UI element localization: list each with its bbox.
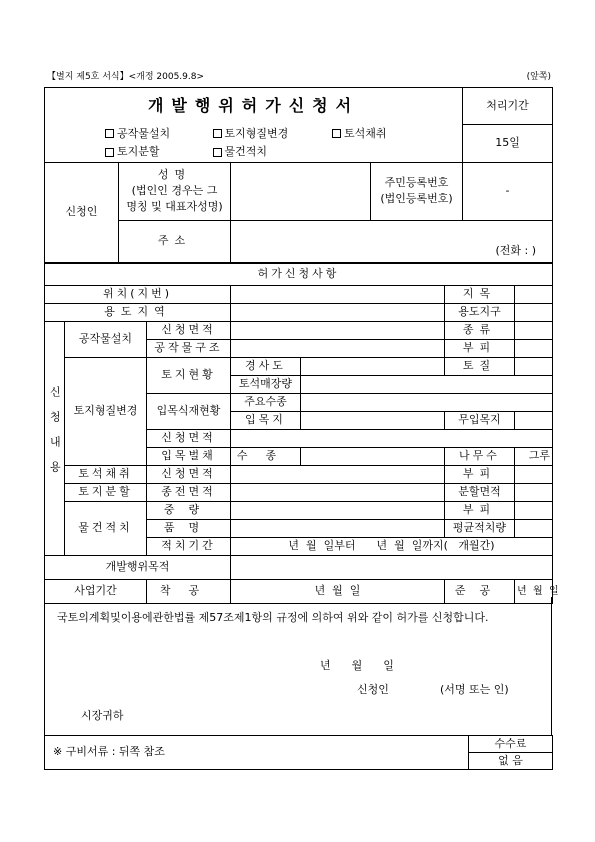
address-label: 주소 (119, 220, 231, 262)
no-tree-land-input[interactable] (515, 412, 553, 430)
applicant-label: 신청인 (45, 162, 119, 262)
volume-input[interactable] (515, 340, 553, 358)
land-change-label: 토지형질변경 (65, 358, 147, 466)
land-category-input[interactable] (515, 286, 553, 304)
name-label: 성명 (157, 168, 192, 182)
location-input[interactable] (231, 286, 445, 304)
tree-status-label: 입목식재현황 (147, 394, 231, 430)
prev-area-input[interactable] (231, 484, 445, 502)
period-label: 적치기간 (147, 538, 231, 556)
use-district-input[interactable] (515, 304, 553, 322)
permit-table (44, 263, 559, 604)
land-split-label: 토지분할 (65, 484, 147, 502)
addressee: 시장귀하 (81, 709, 124, 722)
split-area-input[interactable] (515, 484, 553, 502)
structure-type-label: 공작물구조 (147, 340, 231, 358)
id-input[interactable]: - (463, 162, 553, 220)
structure-type-input[interactable] (231, 340, 445, 358)
checkbox-box[interactable] (105, 129, 114, 138)
side-label: (앞쪽) (526, 72, 551, 82)
stone-extract-label: 토석채취 (65, 466, 147, 484)
complete-label: 준공 (445, 580, 515, 604)
area2-label: 신청면적 (147, 430, 231, 448)
soil-input[interactable] (515, 358, 553, 376)
prev-area-label: 종전면적 (147, 484, 231, 502)
start-label: 착공 (147, 580, 231, 604)
phone-text: (전화 : ) (495, 244, 537, 258)
sign-seal-label: (서명 또는 인) (440, 683, 509, 696)
complete-date-input[interactable]: 년 월 일 (515, 580, 553, 604)
checkbox-box[interactable] (213, 148, 222, 157)
fee-label: 수수료 (469, 736, 553, 753)
use-district-label: 용도지구 (445, 304, 515, 322)
soil-label: 토질 (445, 358, 515, 376)
checkbox-split[interactable]: 토지분할 (105, 143, 205, 162)
area2-input[interactable] (231, 430, 553, 448)
checkbox-box[interactable] (213, 129, 222, 138)
weight-label: 중량 (147, 502, 231, 520)
checkbox-structure[interactable]: 공작물설치 (105, 125, 205, 144)
species-label: 수종 (231, 448, 301, 466)
fee-value: 없 음 (469, 753, 553, 770)
volume3-input[interactable] (515, 502, 553, 520)
checkbox-group (45, 125, 463, 163)
name-note-1: (법인인 경우는 그 (131, 184, 218, 198)
statement-block (44, 597, 552, 736)
structure-install-label: 공작물설치 (65, 322, 147, 358)
logging-label: 입목벌채 (147, 448, 231, 466)
request-content-text: 신청내용 (48, 385, 62, 486)
processing-value: 15일 (463, 125, 553, 163)
slope-input[interactable] (301, 358, 445, 376)
name-input[interactable] (231, 162, 371, 220)
form-title: 개발행위허가신청서 (45, 88, 463, 125)
processing-label: 처리기간 (463, 88, 553, 125)
purpose-label: 개발행위목적 (45, 556, 231, 580)
id-label-2: (법인등록번호) (380, 192, 453, 206)
id-label-cell (371, 162, 463, 220)
tree-land-label: 입목지 (231, 412, 301, 430)
main-trees-label: 주요수종 (231, 394, 301, 412)
volume2-input[interactable] (515, 466, 553, 484)
volume-label: 부피 (445, 340, 515, 358)
volume2-label: 부피 (445, 466, 515, 484)
use-area-label: 용도지역 (45, 304, 231, 322)
unit-count: 그루 (515, 448, 553, 466)
stone-amount-label: 토석매장량 (231, 376, 301, 394)
kind-input[interactable] (515, 322, 553, 340)
volume3-label: 부피 (445, 502, 515, 520)
location-label: 위치(지번) (45, 286, 231, 304)
purpose-input[interactable] (231, 556, 553, 580)
tree-land-input[interactable] (301, 412, 445, 430)
period-input[interactable]: 년 월 일부터 년 월 일까지( 개월간) (231, 538, 553, 556)
id-label-1: 주민등록번호 (384, 175, 449, 189)
name-label-cell (119, 162, 231, 220)
species-input[interactable] (301, 448, 445, 466)
weight-input[interactable] (231, 502, 445, 520)
kind-label: 종류 (445, 322, 515, 340)
sign-date: 년 월 일 (320, 659, 394, 672)
checkbox-goods[interactable]: 물건적치 (213, 143, 268, 162)
checkbox-land-change[interactable]: 토지형질변경 (213, 125, 325, 144)
section-title: 허가신청사항 (45, 264, 553, 286)
checkbox-box[interactable] (332, 129, 341, 138)
footer-table (44, 735, 553, 770)
name-note-2: 명칭 및 대표자성명) (126, 200, 223, 214)
req-area-input[interactable] (231, 322, 445, 340)
slope-label: 경사도 (231, 358, 301, 376)
main-trees-input[interactable] (301, 394, 553, 412)
checkbox-stone[interactable]: 토석채취 (332, 125, 387, 144)
avg-height-label: 평균적치량 (445, 520, 515, 538)
split-area-label: 분할면적 (445, 484, 515, 502)
item-name-input[interactable] (231, 520, 445, 538)
start-date-input[interactable]: 년 월 일 (231, 580, 445, 604)
item-name-label: 품명 (147, 520, 231, 538)
land-category-label: 지목 (445, 286, 515, 304)
area3-label: 신청면적 (147, 466, 231, 484)
address-input[interactable] (231, 220, 553, 262)
form-id: 【별지 제5호 서식】<개정 2005.9.8> (47, 72, 205, 82)
land-status-label: 토지현황 (147, 358, 231, 394)
required-docs: ※ 구비서류 : 뒤쪽 참조 (45, 736, 469, 770)
req-area-label: 신청면적 (147, 322, 231, 340)
sign-applicant-label: 신청인 (357, 683, 389, 696)
top-table (44, 87, 553, 263)
area3-input[interactable] (231, 466, 445, 484)
stone-amount-input[interactable] (301, 376, 553, 394)
request-content-label (45, 322, 65, 556)
no-tree-land-label: 무입목지 (445, 412, 515, 430)
tree-count-label: 나무수 (445, 448, 515, 466)
use-area-input[interactable] (231, 304, 445, 322)
avg-height-input[interactable] (515, 520, 553, 538)
biz-period-label: 사업기간 (45, 580, 147, 604)
statement-text: 국토의계획및이용에관한법률 제57조제1항의 규정에 의하여 위와 같이 허가를 신청합니다. (57, 611, 489, 624)
checkbox-box[interactable] (105, 148, 114, 157)
goods-label: 물건적치 (65, 502, 147, 556)
